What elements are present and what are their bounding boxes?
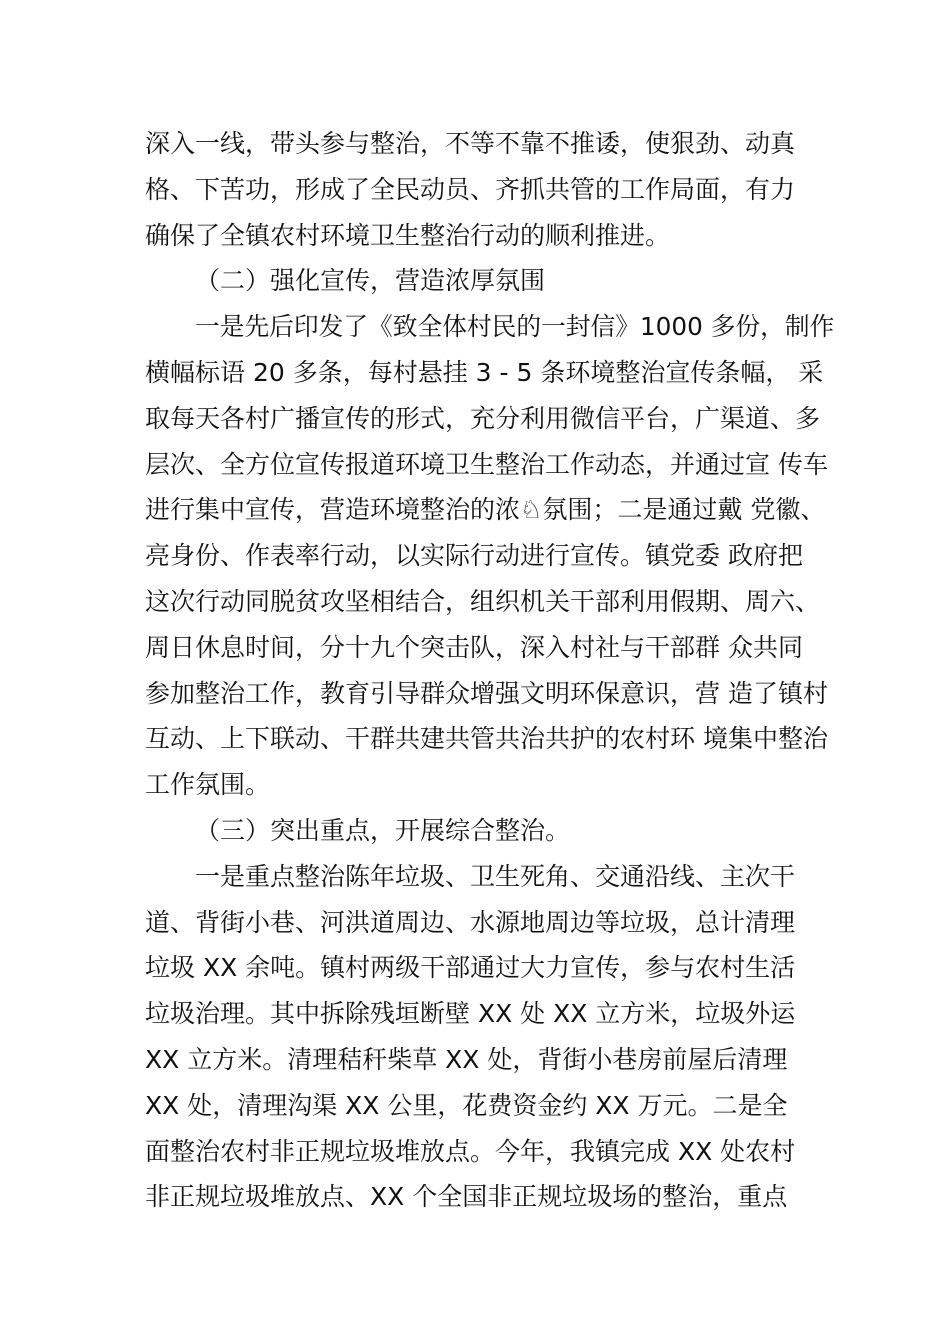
text-line: 这次行动同脱贫攻坚相结合，组织机关干部利用假期、周六、 — [145, 586, 821, 616]
text-line: 周日休息时间，分十九个突击队，深入村社与干部群 众共同 — [145, 632, 803, 662]
text-line: 道、背街小巷、河洪道周边、水源地周边等垃圾，总计清理 — [145, 907, 796, 937]
text-line: 亮身份、作表率行动，以实际行动进行宣传。镇党委 政府把 — [145, 541, 803, 571]
text-line: 深入一线，带头参与整治，不等不靠不推诿，使狠劲、动真 — [145, 129, 796, 158]
text-line: 横幅标语 20 多条，每村悬挂 3 - 5 条环境整治宣传条幅， 采 — [145, 357, 824, 387]
text-line: 取每天各村广播宣传的形式，充分利用微信平台，广渠道、多 — [145, 403, 821, 433]
text-line: 确保了全镇农村环境卫生整治行动的顺利推进。 — [145, 220, 671, 250]
text-line: 垃圾治理。其中拆除残垣断壁 XX 处 XX 立方米，垃圾外运 — [145, 999, 796, 1029]
text-line: 面整治农村非正规垃圾堆放点。今年，我镇完成 XX 处农村 — [145, 1136, 796, 1166]
text-line: 进行集中宣传，营造环境整治的浓♘氛围；二是通过戴 党徽、 — [145, 495, 826, 525]
text-line: （三）突出重点，开展综合整治。 — [195, 815, 571, 845]
text-line: XX 处，清理沟渠 XX 公里，花费资金约 XX 万元。二是全 — [145, 1090, 788, 1120]
text-line: （二）强化宣传，营造浓厚氛围 — [195, 266, 546, 296]
text-line: 垃圾 XX 余吨。镇村两级干部通过大力宣传，参与农村生活 — [145, 953, 796, 983]
text-line: 工作氛围。 — [145, 770, 271, 800]
text-line: XX 立方米。清理秸秆柴草 XX 处，背街小巷房前屋后清理 — [145, 1044, 788, 1074]
text-line: 参加整治工作，教育引导群众增强文明环保意识，营 造了镇村 — [145, 678, 828, 708]
text-line: 格、下苦功，形成了全民动员、齐抓共管的工作局面，有力 — [145, 174, 796, 204]
text-line: 非正规垃圾堆放点、XX 个全国非正规垃圾场的整治，重点 — [145, 1182, 788, 1212]
text-line: 一是先后印发了《致全体村民的一封信》1000 多份，制作 — [195, 312, 835, 342]
text-line: 一是重点整治陈年垃圾、卫生死角、交通沿线、主次干 — [195, 861, 796, 891]
text-line: 层次、全方位宣传报道环境卫生整治工作动态，并通过宣 传车 — [145, 449, 828, 479]
text-line: 互动、上下联动、干群共建共管共治共护的农村环 境集中整治 — [145, 724, 828, 754]
document-body — [145, 121, 835, 1220]
